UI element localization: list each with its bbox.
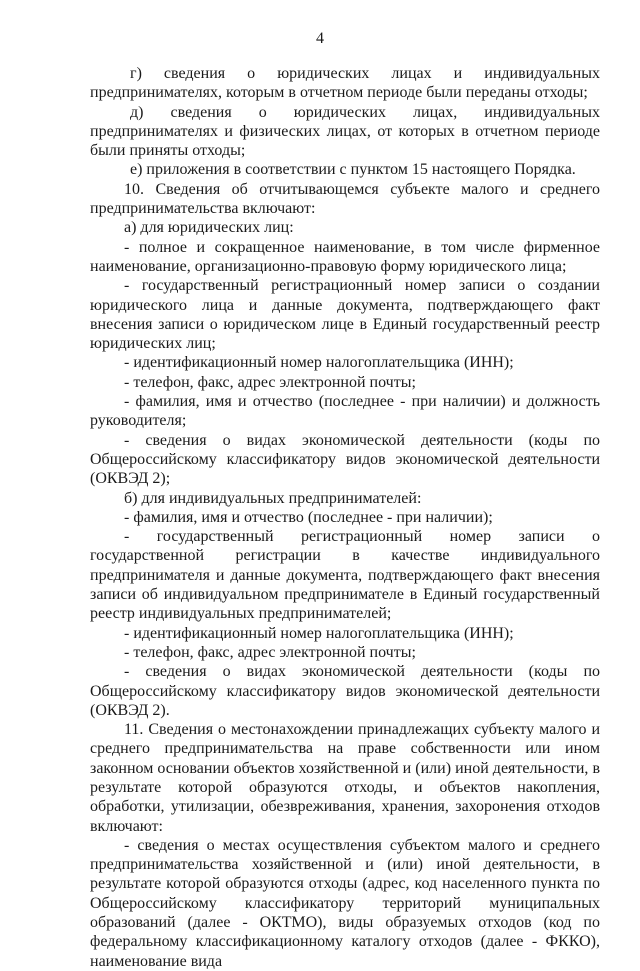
paragraph: д) сведения о юридических лицах, индивидуальных предпринимателях и физических лицах, от которых в отчетном периоде были приняты отходы;: [90, 103, 600, 160]
paragraph: - идентификационный номер налогоплательщика (ИНН);: [124, 354, 514, 372]
paragraph: 10. Сведения об отчитывающемся субъекте малого и среднего предпринимательства включают:: [90, 180, 600, 218]
paragraph: г) сведения о юридических лицах и индивидуальных предпринимателях, которым в отчетном периоде были переданы отходы;: [90, 65, 600, 102]
paragraph: - полное и сокращенное наименование, в том числе фирменное наименование, организационно-правовую форму юридического лица;: [90, 238, 600, 275]
paragraph: - фамилия, имя и отчество (последнее - при наличии);: [124, 508, 493, 526]
paragraph: - сведения о видах экономической деятельности (коды по Общероссийскому классификатору видов экономической деятельности (ОКВЭД 2);: [90, 431, 600, 488]
document-body: [90, 64, 600, 971]
paragraph: - государственный регистрационный номер записи о создании юридического лица и данные документа, подтверждающего факт внесения записи о юридическом лице в Единый государственный реестр юридических лиц;: [90, 277, 600, 353]
paragraph: а) для юридических лиц:: [124, 219, 294, 237]
paragraph: - фамилия, имя и отчество (последнее - при наличии) и должность руководителя;: [90, 393, 600, 430]
paragraph: - телефон, факс, адрес электронной почты;: [124, 373, 416, 391]
paragraph: е) приложения в соответствии с пунктом 15 настоящего Порядка.: [130, 161, 576, 179]
paragraph: - сведения о местах осуществления субъектом малого и среднего предпринимательства хозяйственной и (или) иной деятельности, в результате которой образуются отходы (адрес, код населенного пункта по Общероссийскому классификатору территорий муниципальных образований (далее - ОКТМО), виды образуемых отходов (код по федеральному классификационному каталогу отходов (далее - ФККО), наименование вида: [90, 836, 600, 970]
paragraph: - сведения о видах экономической деятельности (коды по Общероссийскому классификатору видов экономической деятельности (ОКВЭД 2).: [90, 663, 600, 719]
paragraph: - идентификационный номер налогоплательщика (ИНН);: [124, 624, 514, 642]
paragraph: 11. Сведения о местонахождении принадлежащих субъекту малого и среднего предпринимательства на праве собственности или ином законном основании объектов хозяйственной и (или) иной деятельности, в результате которой образуются отходы, и объектов накопления, обработки, утилизации, обезвреживания, хранения, захоронения отходов включают:: [90, 721, 600, 835]
paragraph: - государственный регистрационный номер записи о государственной регистрации в качестве индивидуального предпринимателя и данные документа, подтверждающего факт внесения записи об индивидуальном предпринимателе в Единый государственный реестр индивидуальных предпринимателей;: [90, 528, 600, 623]
paragraph: - телефон, факс, адрес электронной почты;: [124, 643, 416, 661]
page-number: 4: [316, 30, 324, 47]
paragraph: б) для индивидуальных предпринимателей:: [124, 489, 422, 507]
